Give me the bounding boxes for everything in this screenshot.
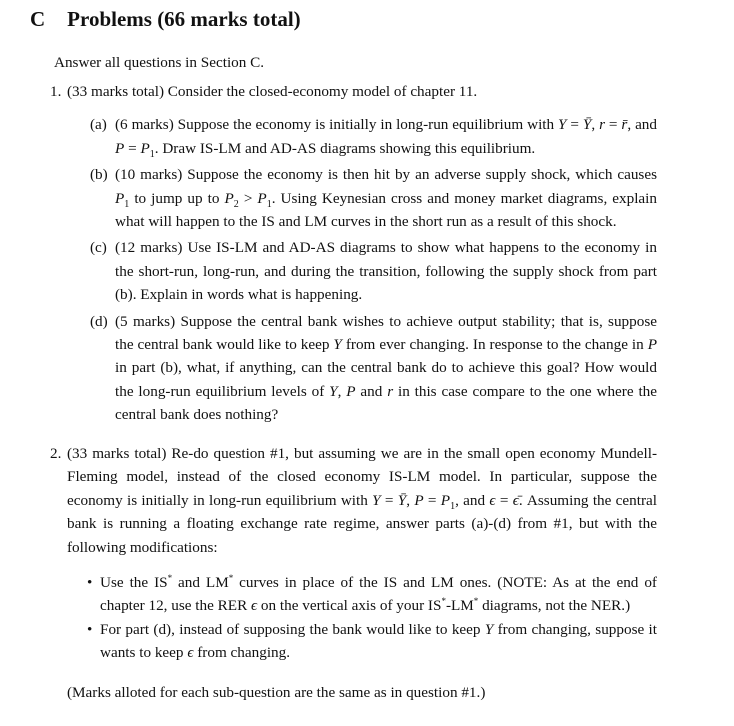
- closing-note: (Marks alloted for each sub-question are the same as in question #1.): [67, 684, 486, 701]
- superscript-star: *: [228, 572, 234, 583]
- math-subscript: 1: [450, 500, 456, 512]
- part-label: (c): [90, 239, 107, 257]
- bullet-icon: •: [87, 620, 93, 638]
- math-symbol: Y: [484, 620, 494, 638]
- math-symbol: Y: [329, 382, 338, 400]
- superscript-star: *: [441, 596, 446, 607]
- superscript-star: *: [167, 572, 173, 583]
- math-symbol: r: [387, 382, 394, 400]
- math-symbol: Ȳ: [582, 116, 592, 134]
- math-symbol: r: [599, 116, 605, 134]
- math-symbol: P: [115, 189, 125, 207]
- math-symbol: Y: [372, 491, 381, 509]
- instructions: Answer all questions in Section C.: [54, 54, 265, 71]
- part-text: (10 marks) Suppose the economy is then hit by an adverse supply shock, which causes $P_1$ to jump up to $P_2 > P_1$. Using Keynesian cross and money market diagrams, explain what will happen to the IS and LM curves in the short run as a result of this shock.: [115, 166, 657, 231]
- part-label: (b): [90, 166, 108, 184]
- list-item: [87, 618, 657, 665]
- math-subscript: 1: [266, 198, 272, 210]
- question-number: 1.: [50, 83, 62, 100]
- section-heading: [30, 8, 301, 31]
- bullet-text: For part (d), instead of supposing the bank would like to keep Y from changing, suppose it wants to keep ϵ from changing.: [100, 620, 657, 662]
- part-label: (d): [90, 312, 108, 330]
- list-item: [87, 571, 657, 618]
- math-symbol: ϵ: [251, 597, 258, 615]
- modification-list: [67, 571, 657, 665]
- math-symbol: Y: [333, 336, 342, 354]
- part-b: [90, 163, 657, 233]
- math-subscript: 1: [124, 198, 130, 210]
- question-text: (33 marks total) Consider the closed-economy model of chapter 11.: [67, 83, 478, 100]
- math-symbol: Y: [558, 116, 567, 134]
- part-d: [90, 310, 657, 427]
- part-a: [90, 113, 657, 160]
- math-symbol: P: [346, 382, 356, 400]
- math-subscript: 1: [149, 148, 155, 160]
- math-subscript: 2: [233, 198, 239, 210]
- math-symbol: P: [224, 189, 234, 207]
- question-1: [50, 80, 657, 427]
- question-number: 2.: [50, 445, 62, 462]
- part-c: [90, 236, 657, 306]
- section-title: Problems (66 marks total): [67, 7, 301, 31]
- math-symbol: ϵ: [489, 491, 496, 509]
- math-symbol: P: [140, 139, 150, 157]
- part-text: (5 marks) Suppose the central bank wishes to achieve output stability; that is, suppose the central bank would like to keep Y from ever changing. In response to the change in P in part (b), what, if anything, can the central bank do to achieve this goal? How would the long-run equilibrium levels of Y, P and r in this case compare to the one where the central bank does nothing?: [115, 312, 657, 424]
- section-letter: C: [30, 7, 46, 31]
- math-symbol: P: [257, 189, 267, 207]
- math-symbol: r̄: [621, 116, 628, 134]
- math-symbol: P: [647, 336, 657, 354]
- question-text: (33 marks total) Re-do question #1, but assuming we are in the small open economy Mundell-Fleming model, instead of the closed economy IS-LM model. In particular, suppose the economy is initially in long-run equilibrium with Y = Ȳ, $P = P_1$, and ϵ = ϵ̄. Assuming the central bank is running a floating exchange rate regime, answer parts (a)-(d) from #1, but with the following modifications:: [67, 445, 657, 556]
- superscript-star: *: [473, 596, 479, 607]
- math-symbol: P: [115, 139, 125, 157]
- bullet-text: Use the IS* and LM* curves in place of the IS and LM ones. (NOTE: As at the end of chapter 12, use the RER ϵ on the vertical axis of your IS*-LM* diagrams, not the NER.): [100, 572, 657, 615]
- math-symbol: ϵ̄: [512, 491, 519, 509]
- bullet-icon: •: [87, 574, 93, 592]
- question-2: [50, 442, 657, 665]
- part-text: (6 marks) Suppose the economy is initially in long-run equilibrium with Y = Ȳ, r = r̄, and $P = P_1$. Draw IS-LM and AD-AS diagrams showing this equilibrium.: [115, 116, 657, 160]
- math-symbol: P: [414, 491, 424, 509]
- math-symbol: Ȳ: [397, 491, 407, 509]
- math-symbol: P: [440, 491, 451, 509]
- part-text: (12 marks) Use IS-LM and AD-AS diagrams to show what happens to the economy in the short-run, long-run, and during the transition, following the supply shock from part (b). Explain in words what is happening.: [115, 239, 657, 304]
- math-symbol: ϵ: [187, 644, 194, 662]
- part-label: (a): [90, 116, 107, 134]
